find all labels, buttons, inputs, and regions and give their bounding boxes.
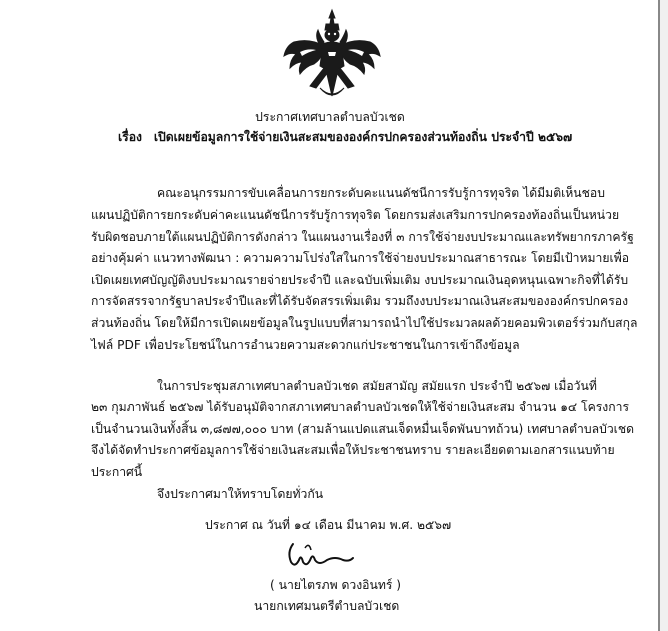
subject-label: เรื่อง [118,130,142,144]
paragraph2-line: ๒๓ กุมภาพันธ์ ๒๕๖๗ ได้รับอนุมัติจากสภาเทศบาลตำบลบัวเชดให้ใช้จ่ายเงินสะสม จำนวน ๑๔ โครงการ [91,400,629,414]
closing-text: จึงประกาศมาให้ทราบโดยทั่วกัน [157,487,324,501]
paragraph2-line: เป็นจำนวนเงินทั้งสิ้น ๓,๘๗๗,๐๐๐ บาท (สามล้านแปดแสนเจ็ดหมื่นเจ็ดพันบาทถ้วน) เทศบาลตำบลบัวเชด [91,422,635,436]
subject-text: เปิดเผยข้อมูลการใช้จ่ายเงินสะสมขององค์กรปกครองส่วนท้องถิ่น ประจำปี ๒๕๖๗ [153,130,573,144]
garuda-emblem-icon [280,8,384,104]
signer-name: ( นายไตรภพ ดวงอินทร์ ) [270,578,402,592]
paragraph1-line: อย่างคุ้มค่า แนวทางพัฒนา : ความความโปร่งใสในการใช้จ่ายงบประมาณสาธารณะ โดยมีเป้าหมายเพื่อ [91,251,630,265]
subject-line [118,130,572,144]
date-line: ประกาศ ณ วันที่ ๑๔ เดือน มีนาคม พ.ศ. ๒๕๖๗ [205,518,452,532]
paragraph1-line: เปิดเผยเทศบัญญัติงบประมาณรายจ่ายประจำปี และฉบับเพิ่มเติม งบประมาณเงินอุดหนุนเฉพาะกิจที่ได้รับ [91,273,629,287]
paragraph1-line: ไฟล์ PDF เพื่อประโยชน์ในการอำนวยความสะดวกแก่ประชาชนในการเข้าถึงข้อมูล [91,338,520,352]
paragraph1-line: ส่วนท้องถิ่น โดยให้มีการเปิดเผยข้อมูลในรูปแบบที่สามารถนำไปใช้ประมวลผลด้วยคอมพิวเตอร์ร่วมกับสกุล [91,316,638,330]
paragraph2-line: ประกาศนี้ [91,465,143,479]
paragraph1-line: คณะอนุกรรมการขับเคลื่อนการยกระดับคะแนนดัชนีการรับรู้การทุจริต ได้มีมติเห็นชอบ [157,186,605,200]
signature [283,538,357,572]
signer-position: นายกเทศมนตรีตำบลบัวเชด [254,599,400,613]
page-edge [660,0,668,631]
paragraph1-line: รับผิดชอบภายใต้แผนปฏิบัติการดังกล่าว ในแผนงานเรื่องที่ ๓ การใช้จ่ายงบประมาณและทรัพยากรภาครัฐ [91,230,634,244]
document-heading: ประกาศเทศบาลตำบลบัวเชด [255,110,405,124]
paragraph1-line: แผนปฏิบัติการยกระดับค่าคะแนนดัชนีการรับรู้การทุจริต โดยกรมส่งเสริมการปกครองท้องถิ่นเป็นหน่วย [91,208,620,222]
paragraph2-line: จึงได้จัดทำประกาศข้อมูลการใช้จ่ายเงินสะสมเพื่อให้ประชาชนทราบ รายละเอียดตามเอกสารแนบท้าย [91,443,615,457]
paragraph1-line: การจัดสรรจากรัฐบาลประจำปีและที่ได้รับจัดสรรเพิ่มเติม รวมถึงงบประมาณเงินสะสมขององค์กรปกครอง [91,294,629,308]
paragraph2-line: ในการประชุมสภาเทศบาลตำบลบัวเชด สมัยสามัญ สมัยแรก ประจำปี ๒๕๖๗ เมื่อวันที่ [157,379,597,393]
